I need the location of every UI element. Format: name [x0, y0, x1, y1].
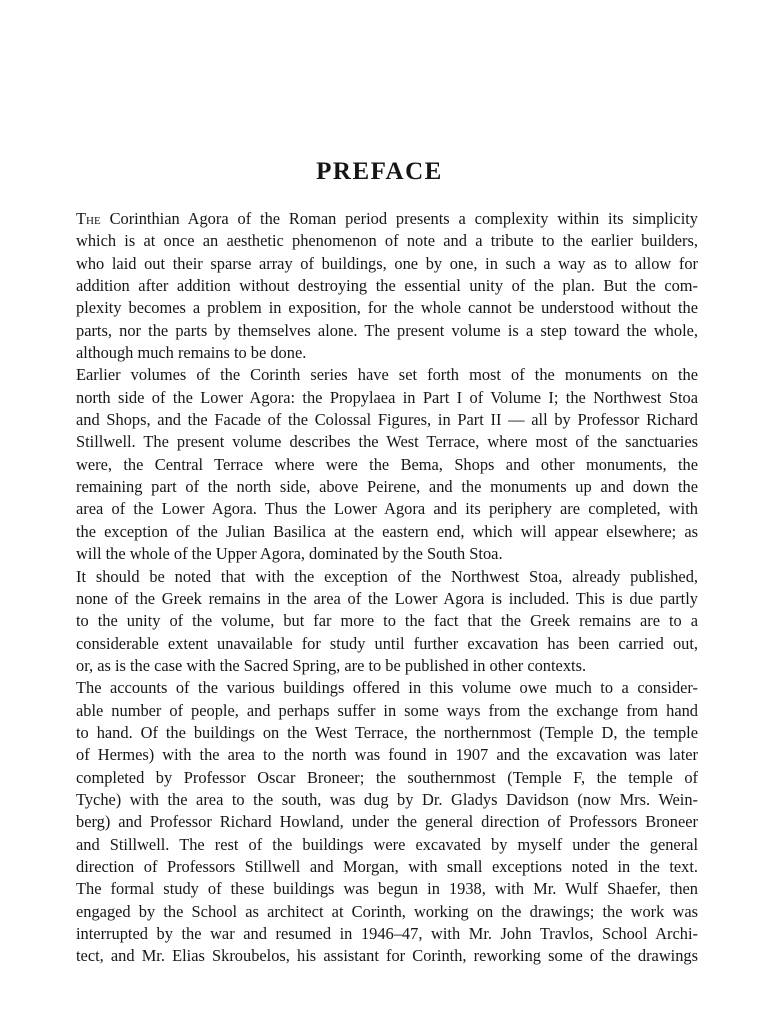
- text-line: Stillwell. The present volume describes the West Terrace, where most of the sanctuaries: [76, 432, 698, 452]
- text-line: the exception of the Julian Basilica at the eastern end, which will appear elsewhere; as: [76, 521, 698, 541]
- preface-body: [60, 208, 698, 968]
- text-line: although much remains to be done.: [76, 343, 307, 363]
- text-line: which is at once an aesthetic phenomenon of note and a tribute to the earlier builders,: [76, 231, 698, 251]
- text-line: to hand. Of the buildings on the West Terrace, the northernmost (Temple D, the temple: [76, 722, 698, 742]
- paragraph-2: [60, 364, 698, 565]
- text-line: berg) and Professor Richard Howland, under the general direction of Professors Broneer: [76, 812, 698, 832]
- lead-word: The: [76, 209, 101, 228]
- text-line: Earlier volumes of the Corinth series have set forth most of the monuments on the: [76, 365, 698, 385]
- text-line: tect, and Mr. Elias Skroubelos, his assistant for Corinth, reworking some of the drawings: [76, 946, 698, 966]
- text-line: and Stillwell. The rest of the buildings were excavated by myself under the general: [76, 834, 698, 854]
- text-line: who laid out their sparse array of buildings, one by one, in such a way as to allow for: [76, 253, 698, 273]
- paragraph-1: [60, 208, 698, 364]
- text-line: none of the Greek remains in the area of the Lower Agora is included. This is due partly: [76, 588, 698, 608]
- text-line: considerable extent unavailable for study until further excavation has been carried out,: [76, 633, 698, 653]
- text-line: It should be noted that with the exception of the Northwest Stoa, already published,: [76, 566, 698, 586]
- text-line: direction of Professors Stillwell and Morgan, with small exceptions noted in the text.: [76, 856, 698, 876]
- text-line: area of the Lower Agora. Thus the Lower Agora and its periphery are completed, with: [76, 499, 698, 519]
- text-line: to the unity of the volume, but far more to the fact that the Greek remains are to a: [76, 611, 698, 631]
- text-line: The accounts of the various buildings offered in this volume owe much to a consider-: [76, 678, 698, 698]
- text-line: addition after addition without destroying the essential unity of the plan. But the com-: [76, 276, 698, 296]
- text-line: interrupted by the war and resumed in 1946–47, with Mr. John Travlos, School Archi-: [76, 924, 698, 943]
- text-line: The Corinthian Agora of the Roman period presents a complexity within its simplicity: [76, 209, 698, 228]
- text-line: of Hermes) with the area to the north was found in 1907 and the excavation was later: [76, 745, 698, 765]
- paragraph-3: [60, 566, 698, 678]
- text-line: or, as is the case with the Sacred Spring, are to be published in other contexts.: [76, 655, 587, 675]
- text-line: Tyche) with the area to the south, was dug by Dr. Gladys Davidson (now Mrs. Wein-: [76, 789, 698, 809]
- text-line: were, the Central Terrace where were the Bema, Shops and other monuments, the: [76, 454, 698, 474]
- text-line: plexity becomes a problem in exposition, for the whole cannot be understood without the: [76, 298, 698, 318]
- paragraph-4: [60, 677, 698, 967]
- text-line: engaged by the School as architect at Corinth, working on the drawings; the work was: [76, 901, 698, 921]
- text-line: able number of people, and perhaps suffer in some ways from the exchange from hand: [76, 700, 698, 720]
- text-line: parts, nor the parts by themselves alone. The present volume is a step toward the whole,: [76, 320, 698, 340]
- page-title: PREFACE: [316, 158, 443, 185]
- text-line: completed by Professor Oscar Broneer; the southernmost (Temple F, the temple of: [76, 767, 698, 787]
- text-line: will the whole of the Upper Agora, dominated by the South Stoa.: [76, 544, 503, 564]
- text-line: and Shops, and the Facade of the Colossal Figures, in Part II — all by Professor Richard: [76, 410, 698, 430]
- text-line: north side of the Lower Agora: the Propylaea in Part I of Volume I; the Northwest Stoa: [76, 387, 698, 407]
- text-line: The formal study of these buildings was begun in 1938, with Mr. Wulf Shaefer, then: [76, 879, 698, 899]
- text-line: remaining part of the north side, above Peirene, and the monuments up and down the: [76, 477, 698, 497]
